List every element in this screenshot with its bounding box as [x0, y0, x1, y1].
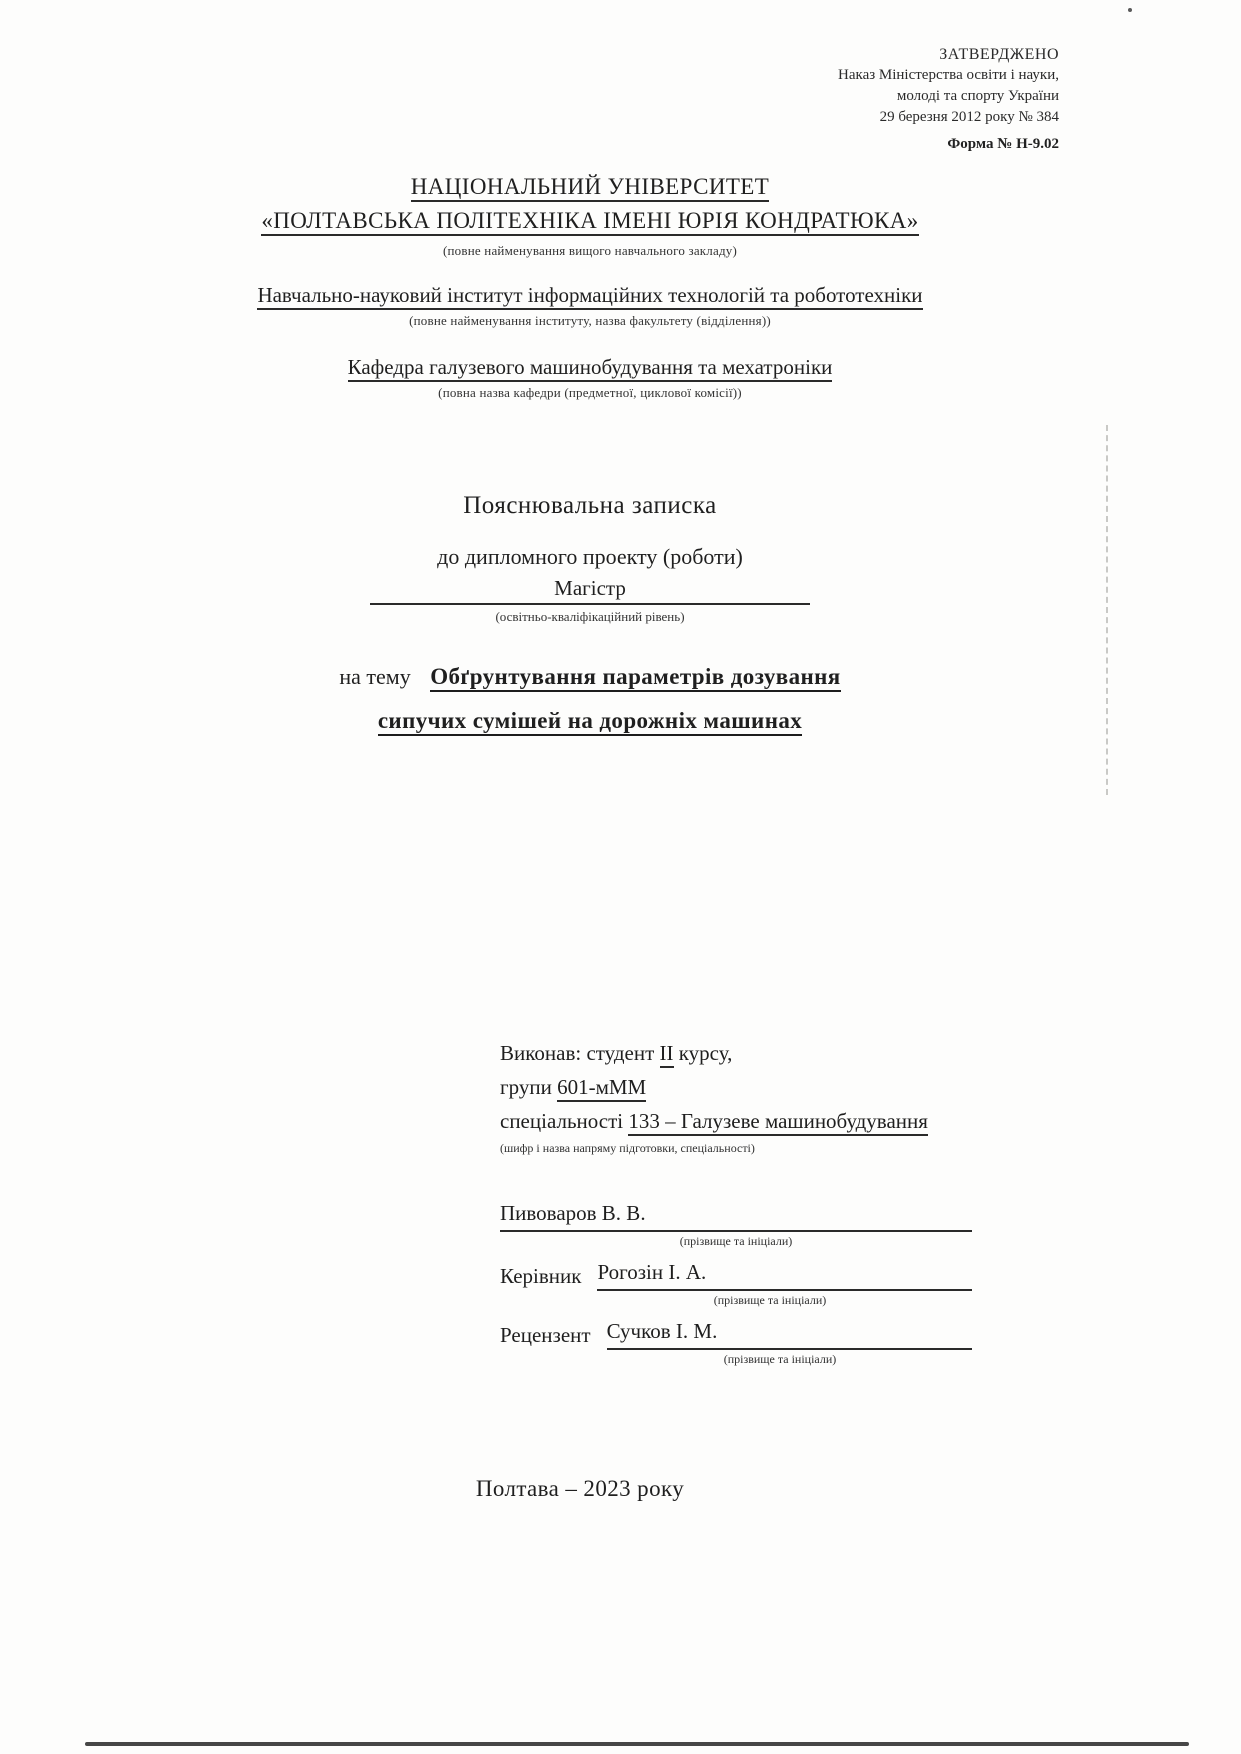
reviewer-line: [500, 1316, 972, 1350]
institute-caption: (повне найменування інституту, назва факультету (відділення)): [409, 313, 771, 328]
document-subtitle: до дипломного проекту (роботи): [437, 544, 743, 569]
reviewer-label: Рецензент: [500, 1323, 591, 1347]
city-year-line: Полтава – 2023 року: [475, 1476, 685, 1501]
speciality-label: спеціальності: [500, 1109, 624, 1133]
supervisor-name-field: Рогозін І. А.: [597, 1257, 972, 1291]
course-value: ІІ: [660, 1041, 674, 1068]
approval-order-line2: молоді та спорту України: [896, 88, 1059, 104]
approval-order-date: 29 березня 2012 року № 384: [879, 109, 1059, 125]
topic-text-line2: сипучих сумішей на дорожніх машинах: [378, 708, 802, 736]
scan-artifact-right-edge: [1106, 425, 1108, 795]
speciality-value: 133 – Галузеве машинобудування: [628, 1109, 928, 1136]
topic-line2: [0, 699, 1180, 743]
approval-order-line1: Наказ Міністерства освіти і науки,: [838, 67, 1059, 83]
supervisor-name-caption: (прізвище та ініціали): [713, 1293, 827, 1307]
university-name-line1: НАЦІОНАЛЬНИЙ УНІВЕРСИТЕТ: [0, 170, 1180, 204]
department-caption: (повна назва кафедри (предметної, циклової комісії)): [438, 385, 742, 400]
approval-title: ЗАТВЕРДЖЕНО: [939, 46, 1059, 63]
reviewer-name-field: Сучков І. М.: [607, 1316, 972, 1350]
document-title: Пояснювальна записка: [463, 492, 717, 519]
topic-line1: [0, 655, 1180, 699]
institute-name: Навчально-науковий інститут інформаційних технологій та робототехніки: [0, 283, 1180, 308]
student-name-field: Пивоваров В. В.: [500, 1198, 972, 1232]
department-name: Кафедра галузевого машинобудування та мехатроніки: [0, 355, 1180, 380]
approval-block: [838, 44, 1059, 128]
scan-artifact-dot: [1128, 8, 1132, 12]
group-value: 601-мММ: [557, 1075, 646, 1102]
topic-label: на тему: [339, 664, 411, 689]
degree-field: Магістр: [370, 576, 810, 605]
topic-text-line1: Обґрунтування параметрів дозування: [430, 664, 840, 692]
university-caption: (повне найменування вищого навчального закладу): [442, 243, 738, 258]
form-number: Форма № Н-9.02: [947, 136, 1059, 152]
supervisor-line: [500, 1257, 972, 1291]
author-block: [500, 1036, 1100, 1367]
institution-header: [0, 170, 1180, 401]
scan-artifact-bottom-edge: [85, 1742, 1189, 1746]
speciality-caption: (шифр і назва напряму підготовки, спеціальності): [500, 1141, 755, 1155]
document-title-block: [0, 492, 1180, 743]
student-name-caption: (прізвище та ініціали): [679, 1234, 793, 1248]
group-line: [500, 1070, 1100, 1104]
reviewer-name-caption: (прізвище та ініціали): [723, 1352, 837, 1366]
degree-caption: (освітньо-кваліфікаційний рівень): [495, 609, 685, 624]
performed-by-line: Виконав: студент ІІ курсу,: [500, 1036, 1100, 1070]
group-label: групи: [500, 1075, 552, 1099]
speciality-line: [500, 1104, 1100, 1138]
supervisor-label: Керівник: [500, 1264, 582, 1288]
university-name-line2: «ПОЛТАВСЬКА ПОЛІТЕХНІКА ІМЕНІ ЮРІЯ КОНДРАТЮКА»: [0, 204, 1180, 238]
